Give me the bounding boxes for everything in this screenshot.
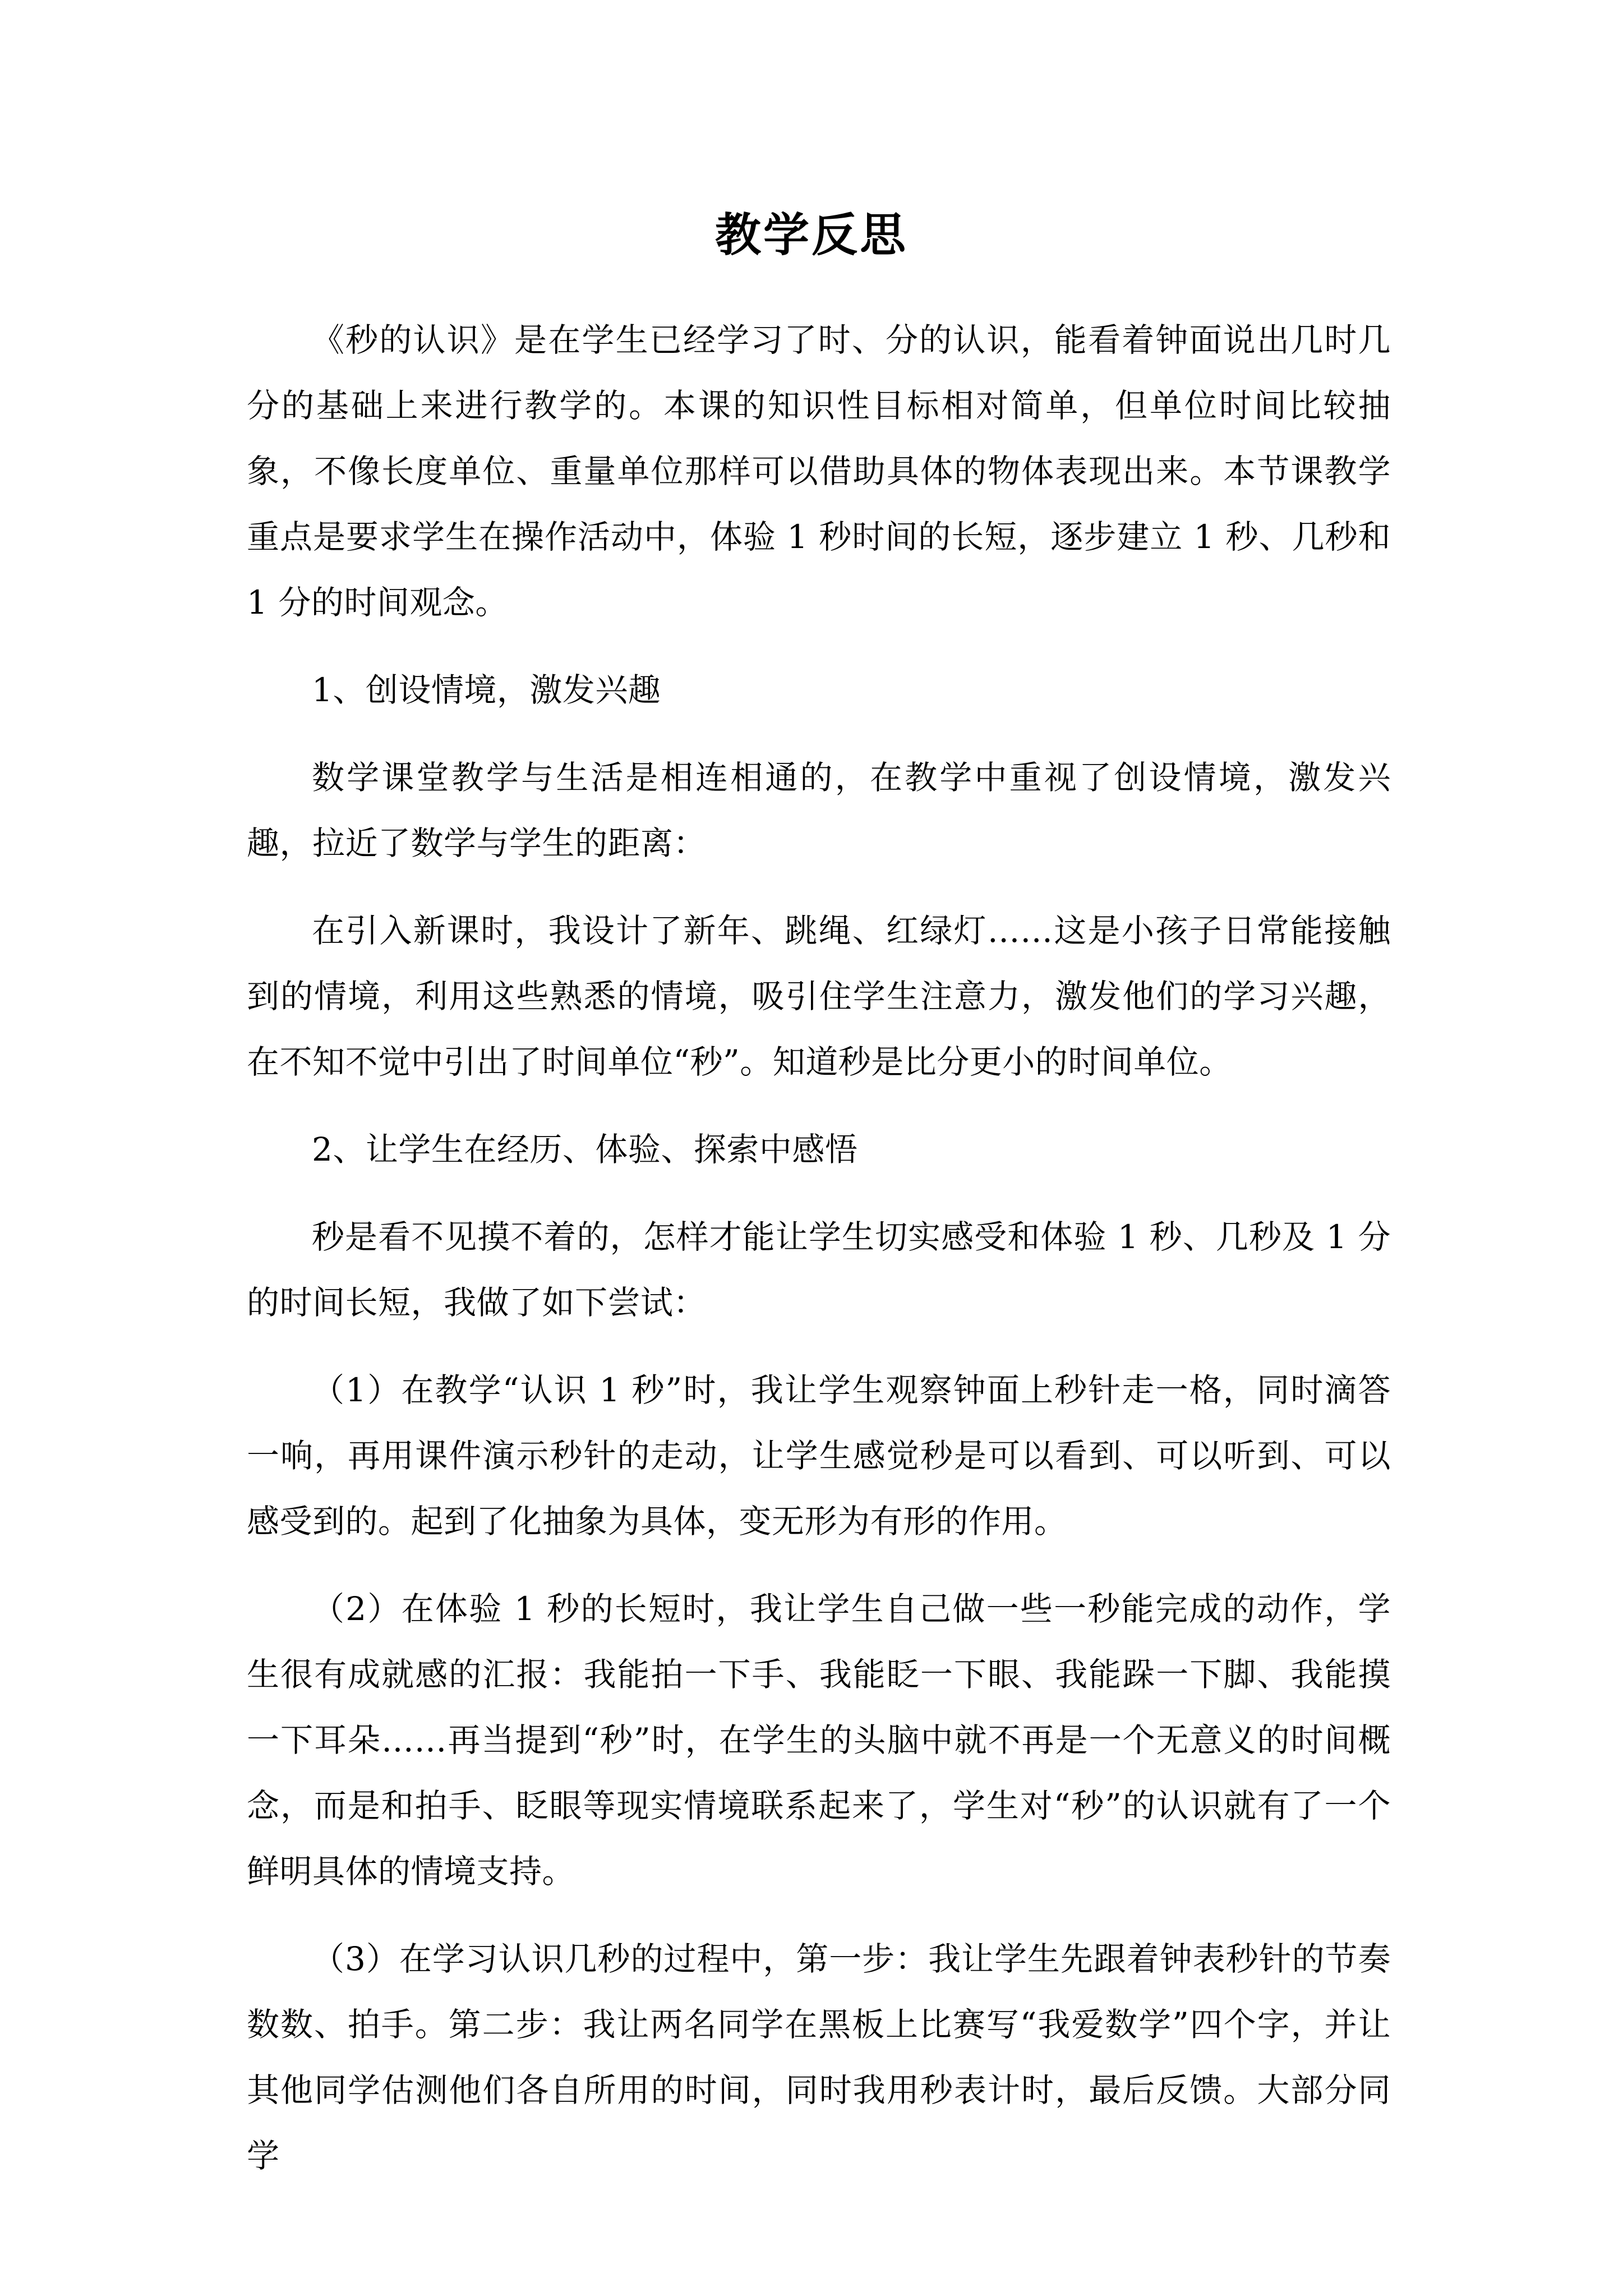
paragraph: 秒是看不见摸不着的，怎样才能让学生切实感受和体验 1 秒、几秒及 1 分的时间长短，我做了如下尝试： <box>247 1218 1391 1322</box>
paragraph-item-1: （1）在教学“认识 1 秒”时，我让学生观察钟面上秒针走一格，同时滴答一响，再用课件演示秒针的走动，让学生感觉秒是可以看到、可以听到、可以感受到的。起到了化抽象为具体，变无形为有形的作用。 <box>247 1371 1391 1540</box>
section-heading-1: 1、创设情境，激发兴趣 <box>312 671 661 709</box>
paragraph-item-2: （2）在体验 1 秒的长短时，我让学生自己做一些一秒能完成的动作，学生很有成就感的汇报：我能拍一下手、我能眨一下眼、我能跺一下脚、我能摸一下耳朵……再当提到“秒”时，在学生的头脑中就不再是一个无意义的时间概念，而是和拍手、眨眼等现实情境联系起来了，学生对“秒”的认识就有了一个鲜明具体的情境支持。 <box>247 1590 1391 1890</box>
paragraph-intro: 《秒的认识》是在学生已经学习了时、分的认识，能看着钟面说出几时几分的基础上来进行教学的。本课的知识性目标相对简单，但单位时间比较抽象，不像长度单位、重量单位那样可以借助具体的物体表现出来。本节课教学重点是要求学生在操作活动中，体验 1 秒时间的长短，逐步建立 1 秒、几秒和 1 分的时间观念。 <box>247 321 1391 622</box>
document-title: 教学反思 <box>714 209 908 262</box>
paragraph: 在引入新课时，我设计了新年、跳绳、红绿灯……这是小孩子日常能接触到的情境，利用这些熟悉的情境，吸引住学生注意力，激发他们的学习兴趣，在不知不觉中引出了时间单位“秒”。知道秒是比分更小的时间单位。 <box>247 912 1391 1081</box>
paragraph-item-3: （3）在学习认识几秒的过程中，第一步：我让学生先跟着钟表秒针的节奏数数、拍手。第二步：我让两名同学在黑板上比赛写“我爱数学”四个字，并让其他同学估测他们各自所用的时间，同时我用秒表计时，最后反馈。大部分同学 <box>247 1940 1391 2175</box>
paragraph: 数学课堂教学与生活是相连相通的，在教学中重视了创设情境，激发兴趣，拉近了数学与学生的距离： <box>247 758 1391 862</box>
section-heading-2: 2、让学生在经历、体验、探索中感悟 <box>312 1130 858 1168</box>
document-body <box>247 307 1391 2211</box>
